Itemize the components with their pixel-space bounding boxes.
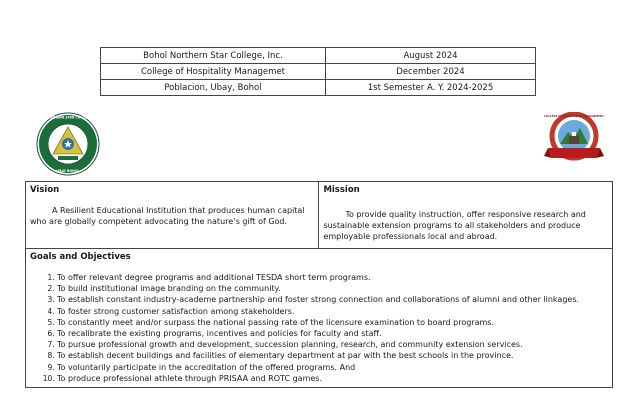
goal-item: 8. To establish decent buildings and facilities of elementary department at par with the best schools in the province. bbox=[57, 350, 608, 361]
department-cell: College of Hospitality Managemet bbox=[101, 64, 326, 80]
goal-item: 7. To pursue professional growth and development, succession planning, research, and community extension services. bbox=[57, 339, 608, 350]
header-row bbox=[101, 64, 536, 80]
goal-item: 1. To offer relevant degree programs and additional TESDA short term programs. bbox=[57, 272, 608, 283]
date-cell: August 2024 bbox=[326, 48, 536, 64]
mission-cell bbox=[319, 182, 613, 249]
vision-mission-goals-table bbox=[25, 181, 613, 388]
vision-cell bbox=[26, 182, 319, 249]
hospitality-management-logo bbox=[542, 112, 606, 164]
logo-left-bottom-text: UBAY BOHOL bbox=[56, 169, 80, 173]
header-row bbox=[101, 80, 536, 96]
goal-item: 10. To produce professional athlete through PRISAA and ROTC games. bbox=[57, 373, 608, 384]
header-row bbox=[101, 48, 536, 64]
goal-item: 4. To foster strong customer satisfaction among stakeholders. bbox=[57, 306, 608, 317]
goal-item: 9. To voluntarily participate in the accreditation of the offered programs. And bbox=[57, 362, 608, 373]
mission-text: To provide quality instruction, offer responsive research and sustainable extension programs to all stakeholders and produce employable professionals local and abroad. bbox=[323, 210, 586, 241]
goal-item: 2. To build institutional image branding on the community. bbox=[57, 283, 608, 294]
header-info-table bbox=[100, 47, 536, 96]
goal-item: 5. To constantly meet and/or surpass the national passing rate of the licensure examination to board programs. bbox=[57, 317, 608, 328]
goals-heading: Goals and Objectives bbox=[30, 252, 131, 262]
goal-item: 3. To establish constant industry-academe partnership and foster strong connection and collaborations of alumni and other linkages. bbox=[57, 294, 608, 305]
goal-item: 6. To recalibrate the existing programs, incentives and policies for faculty and staff. bbox=[57, 328, 608, 339]
mission-heading: Mission bbox=[323, 185, 360, 195]
goals-cell bbox=[26, 249, 613, 388]
goals-row bbox=[26, 249, 613, 388]
semester-cell: 1st Semester A. Y. 2024-2025 bbox=[326, 80, 536, 96]
vision-text: A Resilient Educational Institution that produces human capital who are globally competent advocating the nature’s gift of God. bbox=[30, 206, 305, 226]
address-cell: Poblacion, Ubay, Bohol bbox=[101, 80, 326, 96]
goals-list bbox=[30, 272, 608, 384]
date-cell: December 2024 bbox=[326, 64, 536, 80]
logo-left-top-text: NORTHERN STAR COLLEGE bbox=[44, 115, 92, 120]
northern-star-college-logo bbox=[36, 112, 100, 176]
vision-heading: Vision bbox=[30, 185, 60, 195]
logo-right-top-text: COLLEGE OF HOSPITALITY MANAGEMENT bbox=[544, 115, 604, 118]
college-name-cell: Bohol Northern Star College, Inc. bbox=[101, 48, 326, 64]
vision-mission-row bbox=[26, 182, 613, 249]
